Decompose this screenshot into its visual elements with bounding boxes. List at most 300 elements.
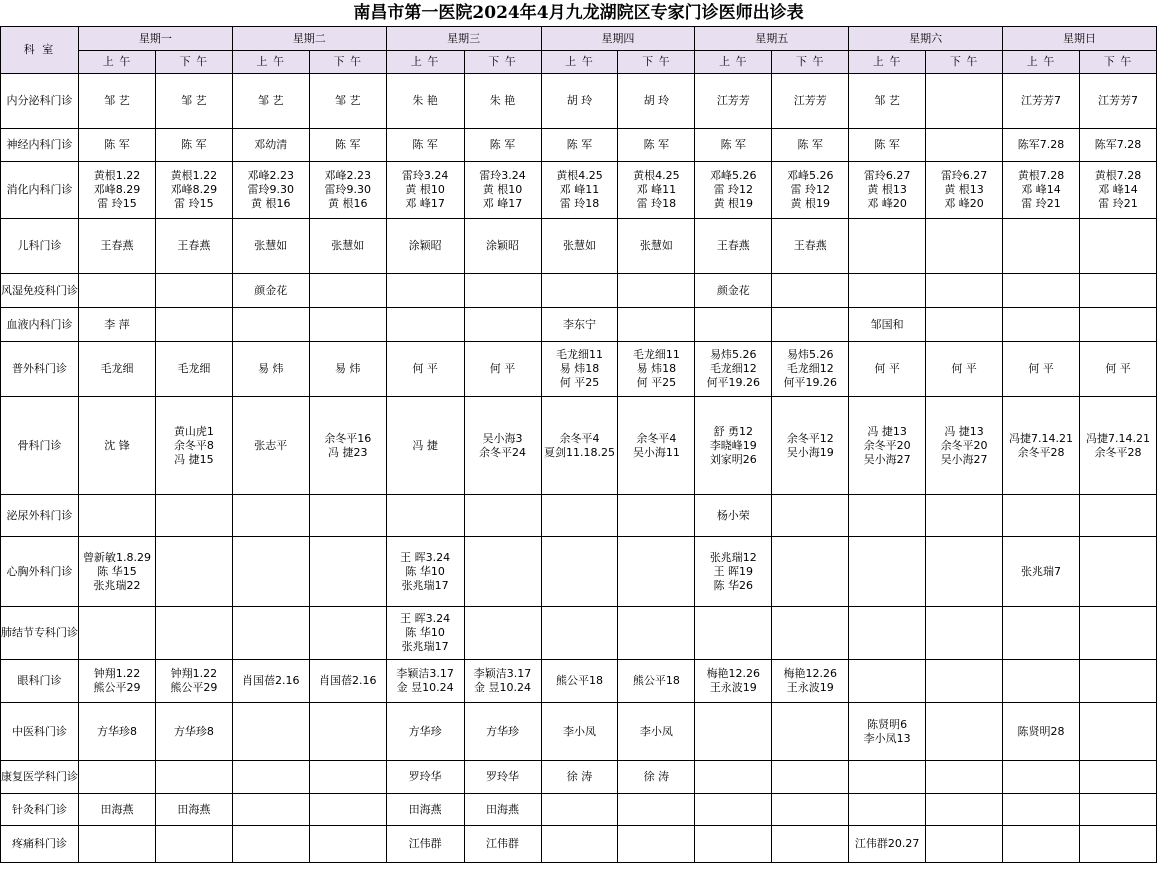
schedule-cell bbox=[1079, 274, 1156, 308]
dept-name: 消化内科门诊 bbox=[1, 162, 79, 219]
schedule-cell bbox=[155, 74, 232, 129]
doctor-entry: 黄 根10 bbox=[482, 183, 523, 196]
pm-header: 下 午 bbox=[1079, 51, 1156, 74]
am-header: 上 午 bbox=[232, 51, 309, 74]
schedule-cell bbox=[926, 129, 1003, 162]
schedule-cell bbox=[772, 308, 849, 342]
doctor-entry: 邓 峰11 bbox=[636, 183, 677, 196]
schedule-cell bbox=[386, 794, 464, 826]
doctor-entry: 陈 军 bbox=[874, 138, 900, 151]
doctor-entry: 余冬平28 bbox=[1017, 445, 1065, 459]
schedule-cell bbox=[232, 397, 309, 495]
dept-name: 肺结节专科门诊 bbox=[1, 607, 79, 660]
schedule-cell bbox=[464, 794, 541, 826]
table-row bbox=[1, 607, 1157, 660]
schedule-cell bbox=[386, 761, 464, 794]
dept-name: 疼痛科门诊 bbox=[1, 826, 79, 863]
schedule-cell bbox=[232, 162, 309, 219]
dept-name: 普外科门诊 bbox=[1, 342, 79, 397]
schedule-cell bbox=[155, 397, 232, 495]
doctor-entry: 陈 军 bbox=[104, 138, 130, 151]
dept-name: 风湿免疫科门诊 bbox=[1, 274, 79, 308]
dept-name: 泌尿外科门诊 bbox=[1, 495, 79, 537]
am-header: 上 午 bbox=[541, 51, 618, 74]
schedule-cell bbox=[464, 74, 541, 129]
schedule-cell bbox=[1003, 794, 1080, 826]
schedule-cell bbox=[772, 74, 849, 129]
schedule-cell bbox=[695, 274, 772, 308]
schedule-cell bbox=[772, 660, 849, 703]
doctor-entry: 毛龙细12 bbox=[786, 362, 834, 375]
doctor-entry: 颜金花 bbox=[716, 283, 750, 297]
doctor-entry: 田海燕 bbox=[100, 802, 134, 816]
schedule-cell bbox=[618, 794, 695, 826]
doctor-entry: 雷 玲12 bbox=[790, 183, 830, 196]
schedule-cell bbox=[695, 537, 772, 607]
schedule-cell bbox=[926, 274, 1003, 308]
schedule-cell bbox=[309, 703, 386, 761]
doctor-entry: 易 炜 bbox=[258, 362, 284, 375]
schedule-cell bbox=[1079, 794, 1156, 826]
schedule-cell bbox=[79, 761, 156, 794]
dept-header: 科 室 bbox=[1, 27, 79, 74]
doctor-entry: 陈 军 bbox=[412, 138, 438, 151]
dept-name: 心胸外科门诊 bbox=[1, 537, 79, 607]
schedule-cell bbox=[618, 308, 695, 342]
schedule-cell bbox=[309, 342, 386, 397]
schedule-cell bbox=[772, 162, 849, 219]
pm-header: 下 午 bbox=[618, 51, 695, 74]
doctor-entry: 涂颖昭 bbox=[408, 239, 442, 252]
schedule-cell bbox=[79, 660, 156, 703]
doctor-entry: 冯 捷13 bbox=[867, 424, 907, 438]
schedule-cell bbox=[772, 129, 849, 162]
schedule-cell bbox=[464, 397, 541, 495]
doctor-entry: 何 平25 bbox=[636, 376, 677, 389]
schedule-cell bbox=[618, 274, 695, 308]
schedule-cell bbox=[618, 219, 695, 274]
schedule-cell bbox=[541, 660, 618, 703]
doctor-entry: 肖国蓓2.16 bbox=[318, 674, 377, 687]
doctor-entry: 陈 华10 bbox=[405, 626, 445, 639]
schedule-cell bbox=[309, 794, 386, 826]
schedule-cell bbox=[155, 274, 232, 308]
day-header-sun: 星期日 bbox=[1003, 27, 1157, 51]
schedule-table bbox=[0, 26, 1157, 863]
schedule-cell bbox=[464, 162, 541, 219]
schedule-cell bbox=[309, 495, 386, 537]
table-row bbox=[1, 397, 1157, 495]
schedule-cell bbox=[232, 660, 309, 703]
doctor-entry: 余冬平16 bbox=[324, 431, 372, 445]
doctor-entry: 方华珍8 bbox=[173, 724, 214, 738]
schedule-cell bbox=[541, 703, 618, 761]
schedule-cell bbox=[695, 607, 772, 660]
schedule-cell bbox=[1003, 495, 1080, 537]
doctor-entry: 何 平 bbox=[1028, 362, 1054, 375]
doctor-entry: 陈 华26 bbox=[713, 578, 754, 592]
doctor-entry: 易 炜 bbox=[334, 362, 361, 375]
schedule-cell bbox=[1079, 74, 1156, 129]
doctor-entry: 沈 锋 bbox=[104, 438, 130, 452]
schedule-cell bbox=[232, 826, 309, 863]
am-header: 上 午 bbox=[695, 51, 772, 74]
doctor-entry: 邓峰2.23 bbox=[324, 169, 371, 182]
schedule-cell bbox=[695, 162, 772, 219]
schedule-cell bbox=[1079, 495, 1156, 537]
doctor-entry: 张慧如 bbox=[331, 239, 365, 252]
doctor-entry: 张慧如 bbox=[254, 239, 288, 252]
doctor-entry: 徐 涛 bbox=[566, 770, 593, 783]
schedule-cell bbox=[541, 219, 618, 274]
schedule-cell bbox=[1003, 703, 1080, 761]
schedule-cell bbox=[232, 495, 309, 537]
doctor-entry: 吴小海27 bbox=[863, 452, 911, 466]
schedule-cell bbox=[79, 495, 156, 537]
day-header-tue: 星期二 bbox=[232, 27, 386, 51]
schedule-cell bbox=[1003, 342, 1080, 397]
doctor-entry: 雷玲6.27 bbox=[940, 169, 988, 182]
doctor-entry: 雷 玲21 bbox=[1021, 197, 1061, 210]
doctor-entry: 吴小海3 bbox=[482, 431, 523, 445]
day-header-sat: 星期六 bbox=[849, 27, 1003, 51]
schedule-cell bbox=[695, 219, 772, 274]
pm-header: 下 午 bbox=[772, 51, 849, 74]
doctor-entry: 熊公平29 bbox=[93, 681, 141, 694]
doctor-entry: 邹 艺 bbox=[258, 94, 284, 107]
schedule-cell bbox=[1003, 74, 1080, 129]
doctor-entry: 江芳芳7 bbox=[1097, 94, 1138, 107]
schedule-cell bbox=[926, 761, 1003, 794]
schedule-cell bbox=[772, 761, 849, 794]
doctor-entry: 黄 根16 bbox=[251, 197, 291, 210]
doctor-entry: 王 晖3.24 bbox=[400, 612, 451, 625]
schedule-cell bbox=[849, 537, 926, 607]
schedule-cell bbox=[232, 607, 309, 660]
doctor-entry: 冯 捷15 bbox=[174, 452, 214, 466]
doctor-entry: 李东宁 bbox=[563, 317, 596, 331]
schedule-cell bbox=[772, 495, 849, 537]
table-row bbox=[1, 826, 1157, 863]
schedule-cell bbox=[79, 794, 156, 826]
schedule-cell bbox=[926, 342, 1003, 397]
day-header-fri: 星期五 bbox=[695, 27, 849, 51]
schedule-cell bbox=[155, 794, 232, 826]
doctor-entry: 冯 捷23 bbox=[327, 445, 368, 459]
schedule-cell bbox=[464, 537, 541, 607]
schedule-cell bbox=[772, 342, 849, 397]
doctor-entry: 徐 涛 bbox=[643, 770, 670, 783]
doctor-entry: 张慧如 bbox=[563, 239, 596, 252]
schedule-cell bbox=[926, 219, 1003, 274]
doctor-entry: 方华珍 bbox=[408, 724, 442, 738]
schedule-cell bbox=[695, 660, 772, 703]
schedule-cell bbox=[1079, 607, 1156, 660]
schedule-cell bbox=[309, 219, 386, 274]
doctor-entry: 陈 军 bbox=[643, 138, 670, 151]
table-row bbox=[1, 129, 1157, 162]
doctor-entry: 陈 军 bbox=[720, 138, 747, 151]
doctor-entry: 黄 根19 bbox=[790, 197, 830, 210]
schedule-cell bbox=[464, 607, 541, 660]
schedule-cell bbox=[1079, 129, 1156, 162]
schedule-cell bbox=[695, 794, 772, 826]
schedule-cell bbox=[309, 129, 386, 162]
doctor-entry: 余冬平4 bbox=[636, 431, 677, 445]
table-row bbox=[1, 74, 1157, 129]
schedule-cell bbox=[464, 342, 541, 397]
doctor-entry: 余冬平8 bbox=[173, 438, 214, 452]
schedule-cell bbox=[695, 826, 772, 863]
doctor-entry: 陈 军 bbox=[489, 138, 516, 151]
schedule-cell bbox=[926, 703, 1003, 761]
doctor-entry: 雷玲3.24 bbox=[401, 169, 449, 182]
doctor-entry: 雷 玲18 bbox=[559, 197, 600, 210]
doctor-entry: 王春燕 bbox=[793, 239, 827, 252]
doctor-entry: 田海燕 bbox=[486, 802, 520, 816]
doctor-entry: 邓 峰11 bbox=[559, 183, 600, 196]
schedule-cell bbox=[541, 162, 618, 219]
schedule-cell bbox=[155, 219, 232, 274]
doctor-entry: 熊公平29 bbox=[170, 681, 218, 694]
schedule-cell bbox=[541, 826, 618, 863]
schedule-cell bbox=[309, 826, 386, 863]
dept-name: 血液内科门诊 bbox=[1, 308, 79, 342]
doctor-entry: 李晓峰19 bbox=[709, 438, 757, 452]
schedule-cell bbox=[926, 794, 1003, 826]
doctor-entry: 邓 峰20 bbox=[867, 197, 907, 210]
doctor-entry: 余冬平20 bbox=[940, 438, 988, 452]
pm-header: 下 午 bbox=[926, 51, 1003, 74]
doctor-entry: 王春燕 bbox=[716, 239, 750, 252]
schedule-cell bbox=[386, 129, 464, 162]
doctor-entry: 何 平 bbox=[489, 362, 516, 375]
schedule-cell bbox=[695, 74, 772, 129]
dept-name: 针灸科门诊 bbox=[1, 794, 79, 826]
schedule-cell bbox=[849, 342, 926, 397]
schedule-cell bbox=[464, 660, 541, 703]
schedule-cell bbox=[155, 660, 232, 703]
schedule-cell bbox=[541, 761, 618, 794]
schedule-cell bbox=[464, 274, 541, 308]
doctor-entry: 易 炜18 bbox=[636, 362, 677, 375]
schedule-cell bbox=[772, 794, 849, 826]
schedule-cell bbox=[1003, 826, 1080, 863]
doctor-entry: 田海燕 bbox=[177, 802, 211, 816]
schedule-cell bbox=[618, 761, 695, 794]
day-header-wed: 星期三 bbox=[386, 27, 541, 51]
schedule-cell bbox=[1003, 761, 1080, 794]
schedule-cell bbox=[772, 703, 849, 761]
am-header: 上 午 bbox=[1003, 51, 1080, 74]
doctor-entry: 邓 峰17 bbox=[405, 197, 445, 210]
doctor-entry: 易炜5.26 bbox=[786, 348, 834, 361]
schedule-cell bbox=[232, 274, 309, 308]
doctor-entry: 张兆瑞17 bbox=[401, 640, 449, 653]
schedule-cell bbox=[926, 308, 1003, 342]
schedule-cell bbox=[849, 74, 926, 129]
doctor-entry: 熊公平18 bbox=[556, 674, 603, 687]
schedule-cell bbox=[695, 308, 772, 342]
doctor-entry: 钟翔1.22 bbox=[170, 667, 218, 680]
doctor-entry: 黄根4.25 bbox=[633, 169, 680, 182]
schedule-cell bbox=[926, 162, 1003, 219]
doctor-entry: 罗玲华 bbox=[408, 770, 442, 783]
doctor-entry: 梅艳12.26 bbox=[706, 667, 761, 680]
schedule-cell bbox=[1079, 308, 1156, 342]
page-title: 南昌市第一医院2024年4月九龙湖院区专家门诊医师出诊表 bbox=[353, 3, 804, 23]
doctor-entry: 朱 艳 bbox=[412, 94, 438, 107]
schedule-cell bbox=[1079, 761, 1156, 794]
schedule-cell bbox=[232, 794, 309, 826]
schedule-cell bbox=[541, 342, 618, 397]
doctor-entry: 江伟群 bbox=[408, 837, 442, 850]
schedule-cell bbox=[79, 703, 156, 761]
schedule-cell bbox=[386, 74, 464, 129]
doctor-entry: 邓幼清 bbox=[254, 138, 288, 151]
schedule-cell bbox=[1003, 397, 1080, 495]
doctor-entry: 涂颖昭 bbox=[486, 239, 520, 252]
am-header: 上 午 bbox=[386, 51, 464, 74]
schedule-cell bbox=[772, 274, 849, 308]
schedule-cell bbox=[772, 219, 849, 274]
doctor-entry: 易炜5.26 bbox=[710, 348, 757, 361]
schedule-cell bbox=[155, 162, 232, 219]
am-header: 上 午 bbox=[79, 51, 156, 74]
doctor-entry: 何 平 bbox=[951, 362, 977, 375]
doctor-entry: 邓峰2.23 bbox=[247, 169, 295, 182]
schedule-cell bbox=[79, 826, 156, 863]
doctor-entry: 黄 根13 bbox=[867, 183, 907, 196]
doctor-entry: 雷 玲15 bbox=[174, 197, 214, 210]
doctor-entry: 邓 峰14 bbox=[1021, 183, 1061, 196]
doctor-entry: 毛龙细11 bbox=[556, 348, 603, 361]
schedule-cell bbox=[618, 162, 695, 219]
schedule-cell bbox=[695, 129, 772, 162]
doctor-entry: 王 晖3.24 bbox=[400, 550, 451, 564]
doctor-entry: 黄 根19 bbox=[713, 197, 754, 210]
table-row bbox=[1, 162, 1157, 219]
schedule-cell bbox=[232, 537, 309, 607]
schedule-cell bbox=[464, 826, 541, 863]
schedule-cell bbox=[849, 495, 926, 537]
schedule-cell bbox=[309, 761, 386, 794]
schedule-cell bbox=[155, 342, 232, 397]
doctor-entry: 黄 根13 bbox=[944, 183, 984, 196]
doctor-entry: 陈军7.28 bbox=[1017, 138, 1065, 151]
doctor-entry: 夏剑11.18.25 bbox=[544, 445, 615, 459]
schedule-cell bbox=[695, 703, 772, 761]
schedule-cell bbox=[849, 826, 926, 863]
doctor-entry: 曾新敏1.8.29 bbox=[82, 550, 151, 564]
table-row bbox=[1, 794, 1157, 826]
am-header: 上 午 bbox=[849, 51, 926, 74]
schedule-cell bbox=[232, 129, 309, 162]
doctor-entry: 雷 玲21 bbox=[1098, 197, 1138, 210]
doctor-entry: 田海燕 bbox=[408, 802, 442, 816]
doctor-entry: 江芳芳7 bbox=[1020, 94, 1061, 107]
schedule-cell bbox=[464, 703, 541, 761]
schedule-cell bbox=[541, 794, 618, 826]
doctor-entry: 黄根7.28 bbox=[1094, 169, 1142, 182]
doctor-entry: 吴小海11 bbox=[632, 445, 680, 459]
schedule-cell bbox=[1003, 607, 1080, 660]
schedule-cell bbox=[386, 826, 464, 863]
schedule-cell bbox=[849, 274, 926, 308]
doctor-entry: 罗玲华 bbox=[486, 770, 520, 783]
dept-name: 神经内科门诊 bbox=[1, 129, 79, 162]
schedule-cell bbox=[1003, 274, 1080, 308]
schedule-cell bbox=[849, 129, 926, 162]
doctor-entry: 江芳芳 bbox=[793, 94, 827, 107]
doctor-entry: 颜金花 bbox=[254, 283, 288, 297]
doctor-entry: 陈贤明6 bbox=[867, 717, 908, 731]
doctor-entry: 何平19.26 bbox=[706, 376, 761, 389]
schedule-cell bbox=[849, 219, 926, 274]
day-header-row bbox=[1, 27, 1157, 51]
doctor-entry: 雷 玲15 bbox=[97, 197, 137, 210]
schedule-cell bbox=[386, 342, 464, 397]
doctor-entry: 李小凤 bbox=[563, 724, 596, 738]
doctor-entry: 江伟群 bbox=[486, 837, 520, 850]
schedule-cell bbox=[926, 826, 1003, 863]
doctor-entry: 邓 峰20 bbox=[944, 197, 984, 210]
schedule-cell bbox=[232, 342, 309, 397]
doctor-entry: 余冬平12 bbox=[786, 431, 834, 445]
doctor-entry: 朱 艳 bbox=[489, 94, 516, 107]
doctor-entry: 陈军7.28 bbox=[1094, 138, 1142, 151]
schedule-cell bbox=[309, 308, 386, 342]
doctor-entry: 何平19.26 bbox=[783, 376, 837, 389]
schedule-cell bbox=[1079, 342, 1156, 397]
doctor-entry: 王春燕 bbox=[100, 239, 134, 252]
doctor-entry: 邓峰5.26 bbox=[710, 169, 757, 182]
doctor-entry: 张兆瑞7 bbox=[1020, 564, 1061, 578]
doctor-entry: 毛龙细 bbox=[100, 362, 134, 375]
schedule-cell bbox=[541, 607, 618, 660]
doctor-entry: 何 平25 bbox=[559, 376, 600, 389]
schedule-cell bbox=[386, 308, 464, 342]
schedule-cell bbox=[1003, 537, 1080, 607]
schedule-cell bbox=[386, 274, 464, 308]
table-row bbox=[1, 308, 1157, 342]
doctor-entry: 黄 根16 bbox=[327, 197, 368, 210]
schedule-cell bbox=[464, 219, 541, 274]
doctor-entry: 陈贤明28 bbox=[1017, 724, 1065, 738]
doctor-entry: 邓峰5.26 bbox=[786, 169, 834, 182]
doctor-entry: 雷玲9.30 bbox=[247, 183, 295, 196]
schedule-cell bbox=[155, 129, 232, 162]
doctor-entry: 江伟群20.27 bbox=[854, 837, 920, 850]
doctor-entry: 江芳芳 bbox=[716, 94, 750, 107]
schedule-cell bbox=[79, 162, 156, 219]
pm-header: 下 午 bbox=[464, 51, 541, 74]
schedule-cell bbox=[695, 397, 772, 495]
doctor-entry: 方华珍 bbox=[486, 724, 520, 738]
schedule-cell bbox=[772, 397, 849, 495]
schedule-cell bbox=[926, 495, 1003, 537]
day-header-thu: 星期四 bbox=[541, 27, 695, 51]
doctor-entry: 李小凤 bbox=[639, 724, 673, 738]
schedule-cell bbox=[849, 397, 926, 495]
schedule-cell bbox=[155, 826, 232, 863]
schedule-cell bbox=[464, 308, 541, 342]
schedule-cell bbox=[1003, 219, 1080, 274]
schedule-cell bbox=[232, 761, 309, 794]
doctor-entry: 李小凤13 bbox=[863, 731, 911, 745]
doctor-entry: 邓 峰14 bbox=[1098, 183, 1138, 196]
schedule-cell bbox=[232, 219, 309, 274]
